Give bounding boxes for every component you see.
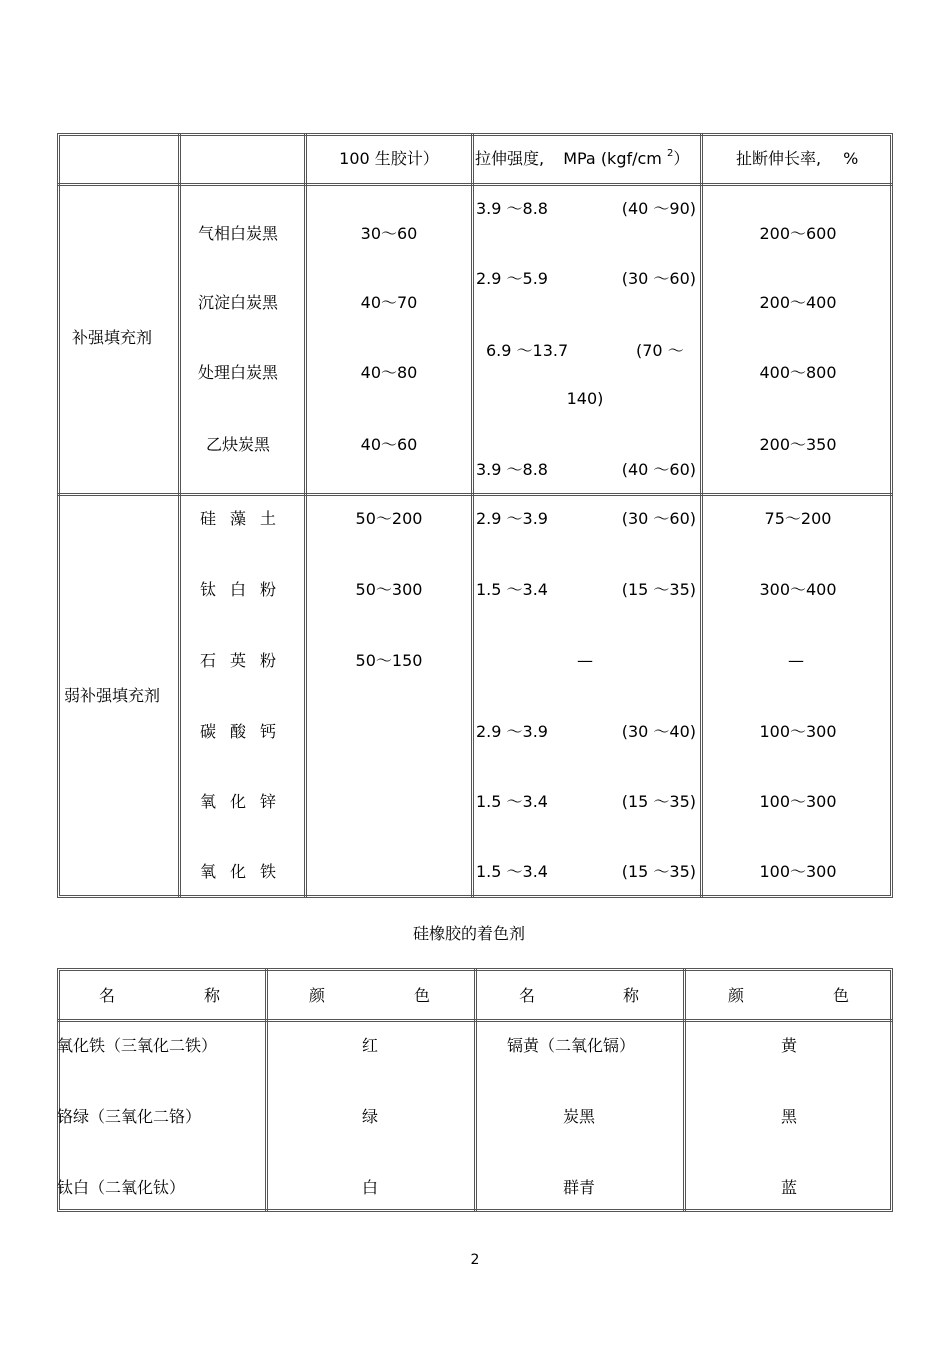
- filler-name: 石英粉: [199, 651, 291, 670]
- strength-dash: —: [577, 651, 593, 670]
- filler-table-col-divider-2: [304, 133, 307, 898]
- header-tensile-label: 拉伸强度,: [475, 149, 545, 168]
- elongation: 300～400: [759, 580, 837, 599]
- strength-kgf: (40 ～60): [621, 460, 696, 479]
- filler-amount: 50～300: [355, 580, 423, 599]
- colorant-color: 绿: [361, 1107, 379, 1126]
- filler-amount: 30～60: [360, 224, 418, 243]
- colorant-table-col-divider-3: [683, 968, 686, 1212]
- filler-name: 气相白炭黑: [197, 224, 279, 243]
- strength-mpa: 2.9 ～3.9: [476, 509, 548, 528]
- elongation: 100～300: [759, 862, 837, 881]
- filler-table-col-divider-4: [700, 133, 703, 898]
- filler-name: 氧化锌: [199, 792, 291, 811]
- filler-amount: 40～80: [360, 363, 418, 382]
- colorant-name: 钛白（二氧化钛）: [57, 1178, 186, 1197]
- header-name-1-a: 名: [99, 986, 116, 1005]
- filler-table-group-divider: [57, 493, 893, 496]
- filler-name: 氧化铁: [199, 862, 291, 881]
- filler-table-col-divider-3: [471, 133, 474, 898]
- strength-kgf: (15 ～35): [621, 792, 696, 811]
- colorant-name: 炭黑: [562, 1107, 596, 1126]
- strength-mpa: 6.9 ～13.7: [486, 341, 569, 360]
- filler-name: 钛白粉: [199, 580, 291, 599]
- strength-mpa: 2.9 ～3.9: [476, 722, 548, 741]
- filler-name: 碳酸钙: [199, 722, 291, 741]
- filler-name: 沉淀白炭黑: [197, 293, 279, 312]
- strength-mpa: 1.5 ～3.4: [476, 580, 548, 599]
- elongation: 200～400: [759, 293, 837, 312]
- header-color-1-b: 色: [414, 986, 431, 1005]
- colorant-table-col-divider-1: [265, 968, 268, 1212]
- strength-kgf: (40 ～90): [621, 199, 696, 218]
- header-color-2-a: 颜: [728, 986, 745, 1005]
- group-label-semi-reinforcing: 弱补强填充剂: [63, 686, 161, 705]
- colorant-color: 红: [361, 1036, 379, 1055]
- colorant-color: 白: [361, 1178, 379, 1197]
- elongation: 100～300: [759, 722, 837, 741]
- elongation: 400～800: [759, 363, 837, 382]
- elongation: 200～350: [759, 435, 837, 454]
- colorant-color: 黑: [780, 1107, 798, 1126]
- filler-name: 处理白炭黑: [197, 363, 279, 382]
- filler-amount: 40～60: [360, 435, 418, 454]
- colorant-table-col-divider-2: [474, 968, 477, 1212]
- strength-kgf: (15 ～35): [621, 862, 696, 881]
- header-name-1-b: 称: [204, 986, 221, 1005]
- strength-mpa: 3.9 ～8.8: [476, 199, 548, 218]
- header-tensile-sup: 2: [666, 148, 674, 159]
- header-elongation: [736, 149, 858, 169]
- filler-name: 乙炔炭黑: [205, 435, 271, 454]
- page-number: 2: [470, 1252, 480, 1268]
- header-color-2-b: 色: [833, 986, 850, 1005]
- colorant-name: 群青: [562, 1178, 596, 1197]
- strength-kgf-continued: 140): [566, 389, 604, 408]
- header-tensile-suffix: ）: [673, 149, 690, 168]
- strength-mpa: 1.5 ～3.4: [476, 792, 548, 811]
- elongation: 75～200: [764, 509, 832, 528]
- colorant-color: 黄: [780, 1036, 798, 1055]
- filler-table-header-divider: [57, 183, 893, 186]
- colorant-color: 蓝: [780, 1178, 798, 1197]
- strength-kgf: (70 ～: [636, 341, 684, 360]
- strength-mpa: 3.9 ～8.8: [476, 460, 548, 479]
- strength-kgf: (15 ～35): [621, 580, 696, 599]
- header-tensile-unit: MPa (kgf/cm: [563, 149, 662, 168]
- header-color-1-a: 颜: [309, 986, 326, 1005]
- header-tensile-strength: [475, 149, 689, 172]
- colorant-name: 铬绿（三氧化二铬）: [57, 1107, 202, 1126]
- filler-table-col-divider-1: [178, 133, 181, 898]
- colorant-name: 镉黄（二氧化镉）: [506, 1036, 636, 1055]
- header-elongation-label: 扯断伸长率,: [736, 149, 822, 168]
- strength-kgf: (30 ～60): [621, 509, 696, 528]
- strength-mpa: 1.5 ～3.4: [476, 862, 548, 881]
- header-name-2-a: 名: [519, 986, 536, 1005]
- header-amount: 100 生胶计）: [339, 149, 439, 168]
- filler-name: 硅藻土: [199, 509, 291, 528]
- group-label-reinforcing: 补强填充剂: [71, 328, 153, 347]
- elongation: 100～300: [759, 792, 837, 811]
- strength-kgf: (30 ～60): [621, 269, 696, 288]
- filler-amount: 50～200: [355, 509, 423, 528]
- colorant-table-caption: 硅橡胶的着色剂: [412, 924, 526, 943]
- elongation: 200～600: [759, 224, 837, 243]
- header-elongation-unit: %: [843, 149, 859, 168]
- elongation: —: [788, 651, 804, 670]
- strength-kgf: (30 ～40): [621, 722, 696, 741]
- strength-mpa: 2.9 ～5.9: [476, 269, 548, 288]
- colorant-name: 氧化铁（三氧化二铁）: [57, 1036, 218, 1055]
- header-name-2-b: 称: [623, 986, 640, 1005]
- filler-amount: 50～150: [355, 651, 423, 670]
- filler-amount: 40～70: [360, 293, 418, 312]
